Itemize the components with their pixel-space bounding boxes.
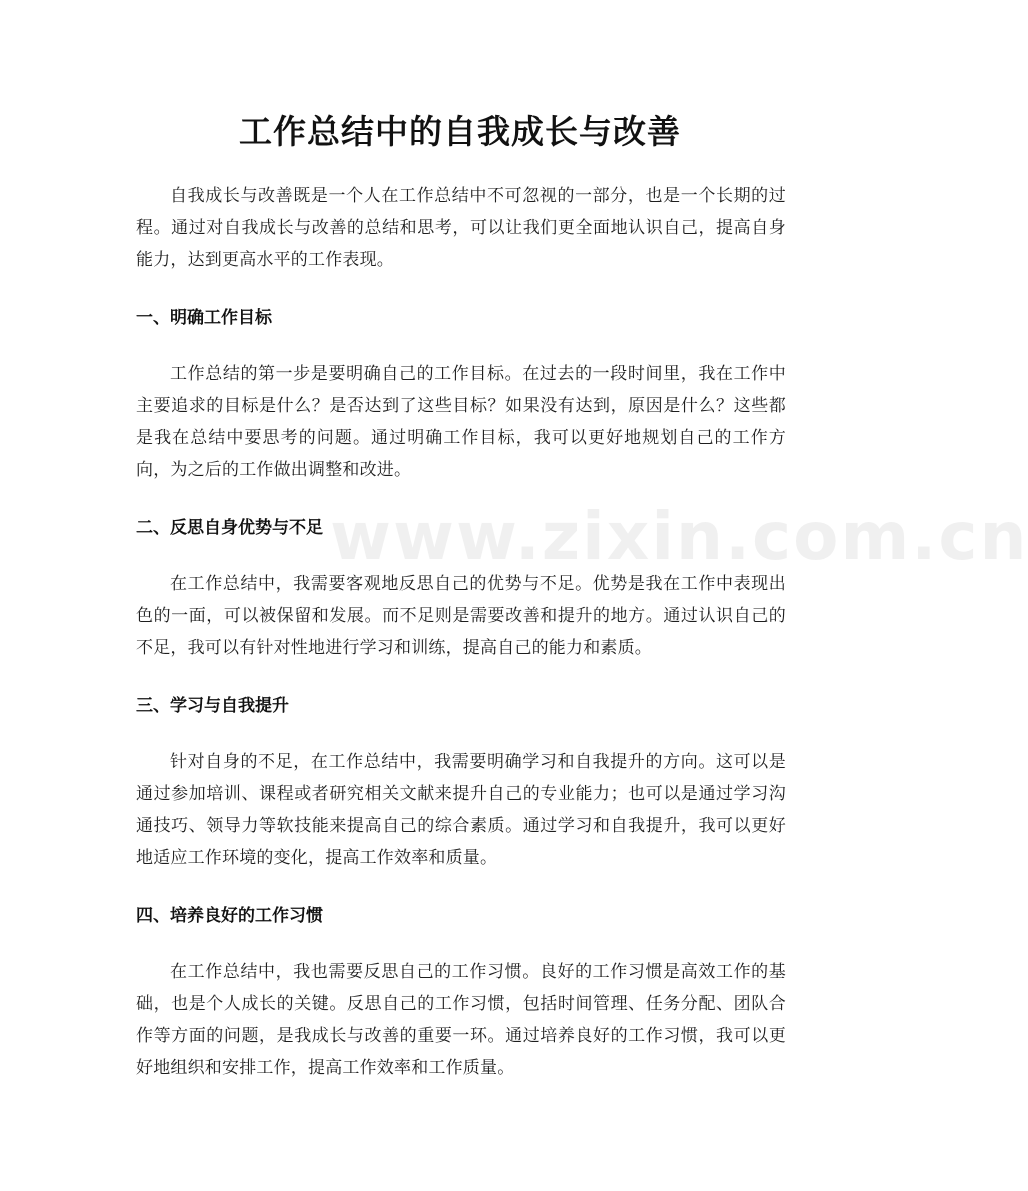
document-body xyxy=(136,180,786,1084)
section-body-3: 针对自身的不足，在工作总结中，我需要明确学习和自我提升的方向。这可以是通过参加培训、课程或者研究相关文献来提升自己的专业能力；也可以是通过学习沟通技巧、领导力等软技能来提高自己的综合素质。通过学习和自我提升，我可以更好地适应工作环境的变化，提高工作效率和质量。 xyxy=(136,752,786,868)
section-heading-4: 四、培养良好的工作习惯 xyxy=(136,906,323,926)
document-title: 工作总结中的自我成长与改善 xyxy=(239,112,681,151)
section-body-2: 在工作总结中，我需要客观地反思自己的优势与不足。优势是我在工作中表现出色的一面，可以被保留和发展。而不足则是需要改善和提升的地方。通过认识自己的不足，我可以有针对性地进行学习和训练，提高自己的能力和素质。 xyxy=(136,574,786,658)
section-heading-1: 一、明确工作目标 xyxy=(136,308,272,328)
section-heading-3: 三、学习与自我提升 xyxy=(136,696,289,716)
section-heading-2: 二、反思自身优势与不足 xyxy=(136,518,323,538)
watermark: www.zixin.com.cn xyxy=(330,498,1028,575)
section-body-4: 在工作总结中，我也需要反思自己的工作习惯。良好的工作习惯是高效工作的基础，也是个人成长的关键。反思自己的工作习惯，包括时间管理、任务分配、团队合作等方面的问题，是我成长与改善的重要一环。通过培养良好的工作习惯，我可以更好地组织和安排工作，提高工作效率和工作质量。 xyxy=(136,962,786,1078)
intro-paragraph: 自我成长与改善既是一个人在工作总结中不可忽视的一部分，也是一个长期的过程。通过对自我成长与改善的总结和思考，可以让我们更全面地认识自己，提高自身能力，达到更高水平的工作表现。 xyxy=(136,186,786,270)
section-body-1: 工作总结的第一步是要明确自己的工作目标。在过去的一段时间里，我在工作中主要追求的目标是什么？是否达到了这些目标？如果没有达到，原因是什么？这些都是我在总结中要思考的问题。通过明确工作目标，我可以更好地规划自己的工作方向，为之后的工作做出调整和改进。 xyxy=(136,364,786,480)
